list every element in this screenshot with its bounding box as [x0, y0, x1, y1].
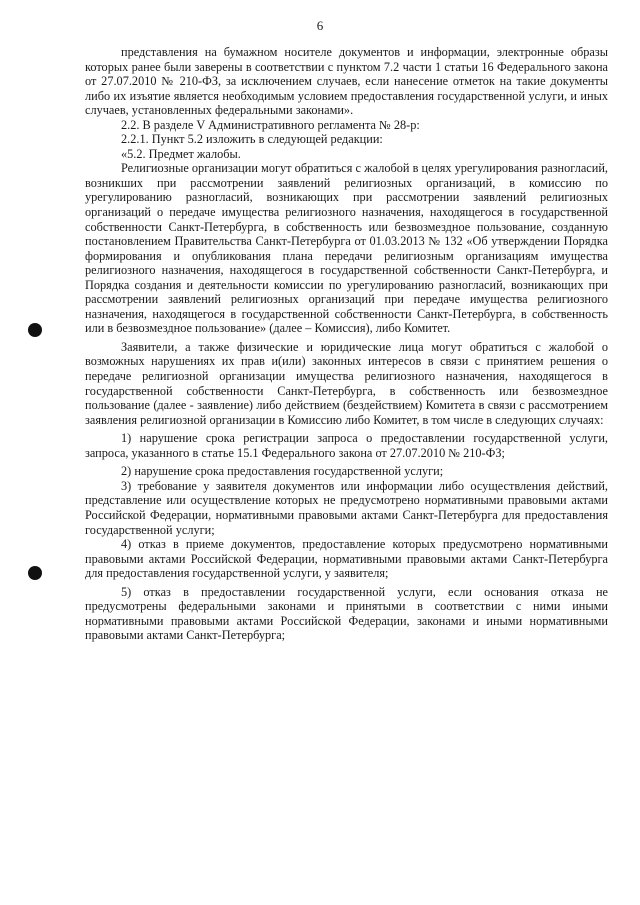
- paragraph-continuation: представления на бумажном носителе документов и информации, электронные образы которых ранее были заверены в соответствии с пунктом 7.2 части 1 статьи 16 Федерального закона от 27.07.2010 № 210-ФЗ, за исключением случаев, если нанесение отметок на такие документы либо их изъятие является необходимым условием предоставления государственной услуги, и иных случаев, установленных федеральными законами».: [85, 45, 608, 118]
- paragraph-applicants: Заявители, а также физические и юридические лица могут обратиться с жалобой о возможных нарушениях их прав и(или) законных интересов в связи с принятием решения о передаче религиозной организации имущества религиозного назначения, находящегося в государственной собственности Санкт-Петербурга, в собственность или безвозмездное пользование (далее - заявление) либо действием (бездействием) Комитета в связи с рассмотрением заявления религиозной организации в Комиссию либо Комитет, в том числе в следующих случаях:: [85, 339, 608, 427]
- paragraph-section-v: 2.2. В разделе V Административного регламента № 28-р:: [121, 117, 420, 132]
- list-item-1: 1) нарушение срока регистрации запроса о предоставлении государственной услуги, запроса, указанного в статье 15.1 Федерального закона от 27.07.2010 № 210-ФЗ;: [85, 431, 608, 460]
- paragraph-religious-organizations: Религиозные организации могут обратиться с жалобой в целях урегулирования разногласий, возникших при рассмотрении заявлений религиозных организаций, в комиссию по урегулированию разногласий, возникающих при рассмотрении заявлений религиозных организаций о передаче имущества религиозного назначения, находящегося в государственной собственности Санкт-Петербурга, в собственность или безвозмездное пользование, созданную постановлением Правительства Санкт-Петербурга от 01.03.2013 № 132 «Об утверждении Порядка формирования и опубликования плана передачи религиозным организациям имущества религиозного назначения, находящегося в государственной собственности Санкт-Петербурга, и Порядка создания и деятельности комиссии по урегулированию разногласий, возникающих при рассмотрении заявлений религиозных организаций при передаче имущества религиозного назначения, находящегося в государственной собственности Санкт-Петербурга, в собственность или в безвозмездное пользование» (далее – Комиссия), либо Комитет.: [85, 161, 608, 336]
- list-item-5: 5) отказ в предоставлении государственной услуги, если основания отказа не предусмотрены федеральными законами и принятыми в соответствии с ними иными нормативными правовыми актами Российской Федерации, законами и иными нормативными правовыми актами Санкт-Петербурга;: [85, 584, 608, 643]
- punch-hole-lower: [28, 566, 42, 580]
- list-item-4: 4) отказ в приеме документов, предоставление которых предусмотрено нормативными правовыми актами Российской Федерации, нормативными правовыми актами Санкт-Петербурга для предоставления государственной услуги, у заявителя;: [85, 537, 608, 581]
- list-item-2: 2) нарушение срока предоставления государственной услуги;: [121, 464, 444, 479]
- paragraph-heading-5-2: «5.2. Предмет жалобы.: [121, 146, 241, 161]
- page-number: 6: [316, 18, 324, 33]
- list-item-3: 3) требование у заявителя документов или информации либо осуществления действий, представление или осуществление которых не предусмотрено нормативными правовыми актами Российской Федерации, нормативными правовыми актами Санкт-Петербурга для предоставления государственной услуги;: [85, 478, 608, 537]
- document-body: [85, 45, 608, 643]
- punch-hole-upper: [28, 323, 42, 337]
- paragraph-item-2-2-1: 2.2.1. Пункт 5.2 изложить в следующей редакции:: [121, 132, 383, 147]
